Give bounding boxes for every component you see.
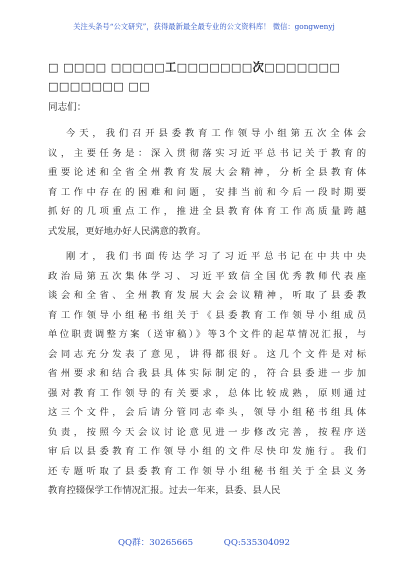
paragraph-line: 省州要求和结合我县具体实际制定的，符合县委进一步加 [48, 368, 366, 379]
paragraph-line: 谈会和全省、全州教育发展大会会议精神，听取了县委教 [48, 290, 366, 301]
paragraph-line: 育工作领导小组秘书组关于《县委教育工作领导小组成员 [48, 309, 366, 321]
paragraph-line: 这三个文件，会后请分管同志牵头，领导小组秘书组具体 [48, 407, 366, 418]
salutation: 同志们： [48, 102, 87, 113]
title-line-2: □□□□□□□ □□ [48, 80, 151, 93]
paragraph-line: 议，主要任务是：深入贯彻落实习近平总书记关于教育的 [48, 147, 366, 159]
title-line-1: □ □□□□ □□□□□工□□□□□□□次□□□□□□□ [48, 61, 341, 74]
paragraph-line: 刚才，我们书面传达学习了习近平总书记在中共中央 [66, 251, 366, 262]
paragraph-1 [48, 124, 366, 241]
paragraph-line: 单位职责调整方案（送审稿）》等3个文件的起草情况汇报，与 [48, 329, 366, 340]
paragraph-line: 负责，按照今天会议讨论意见进一步修改完善，按程序送 [48, 426, 366, 438]
paragraph-line: 今天，我们召开县委教育工作领导小组第五次全体会 [66, 128, 366, 139]
paragraph-line: 还专题听取了县委教育工作领导小组秘书组关于全县义务 [48, 465, 366, 477]
paragraph-line: 抓好的几项重点工作，推进全县教育体育工作高质量跨越 [48, 206, 366, 217]
header-banner: 关注头条号“公文研究”，获得最新最全最专业的公文资料库！ 微信：gongwenyj [73, 22, 335, 31]
paragraph-line: 会同志充分发表了意见，讲得都很好。这几个文件是对标 [48, 348, 366, 360]
paragraph-line: 重要论述和全省全州教育发展大会精神，分析全县教育体 [48, 167, 366, 178]
footer-contacts [0, 536, 408, 548]
paragraph-line: 教育控辍保学工作情况汇报。过去一年来，县委、县人民 [48, 485, 281, 496]
paragraph-line: 强对教育工作领导的有关要求，总体比较成熟，原则通过 [48, 387, 366, 399]
paragraph-line: 式发展，更好地办好人民满意的教育。 [48, 225, 207, 237]
paragraph-line: 审后以县委教育工作领导小组的文件尽快印发施行。我们 [48, 446, 366, 457]
paragraph-line: 政治局第五次集体学习、习近平致信全国优秀教师代表座 [48, 270, 366, 282]
qq-group-label: QQ群：30265665 [118, 538, 194, 548]
paragraph-2 [48, 247, 366, 501]
qq-label: QQ:535304092 [223, 538, 290, 548]
document-title [48, 58, 366, 96]
paragraph-line: 育工作中存在的困难和问题，安排当前和今后一段时期要 [48, 186, 366, 198]
